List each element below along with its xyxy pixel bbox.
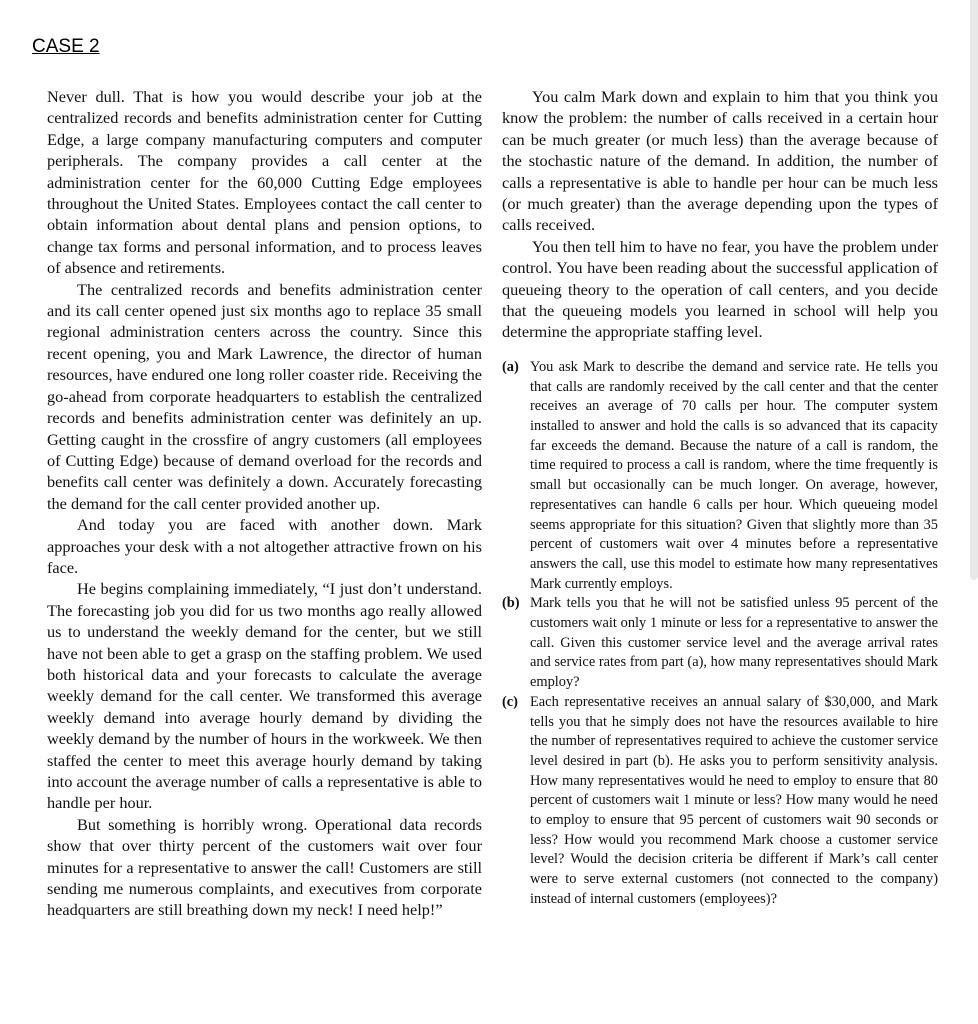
paragraph-queueing-theory: You then tell him to have no fear, you have the problem under control. You have been reading about the successful application of queueing theory to the operation of call centers, and you decide that the queueing models you learned in school will help you determine the appropriate staffing level. [502, 236, 938, 342]
paragraph-something-wrong: But something is horribly wrong. Operational data records show that over thirty percent of the customers wait over four minutes for a representative to answer the call! Customers are still sending me numerous complaints, and executives from corporate headquarters are still breathing down my neck! I need help!” [47, 814, 482, 920]
paragraph-intro: Never dull. That is how you would describe your job at the centralized records and benefits administration center for Cutting Edge, a large company manufacturing computers and computer peripherals. The company provides a call center at the administration center for the 60,000 Cutting Edge employees throughout the United States. Employees contact the call center to obtain information about dental plans and pension options, to change tax forms and personal information, and to process leaves of absence and retirements. [47, 87, 482, 278]
question-list [502, 358, 938, 910]
paragraph-mark-approaches: And today you are faced with another down. Mark approaches your desk with a not altogether attractive frown on his face. [47, 515, 482, 577]
question-text: Each representative receives an annual salary of $30,000, and Mark tells you that he simply does not have the resources available to hire the number of representatives required to achieve the customer service level desired in part (b). He asks you to perform sensitivity analysis. How many representatives would he need to employ to ensure that 80 percent of customers wait 1 minute or less? How many would he need to employ to ensure that 95 percent of customers wait 90 seconds or less? How would you recommend Mark choose a customer service level? Would the decision criteria be different if Mark’s call center were to serve external customers (not connected to the company) instead of internal customers (employees)? [530, 693, 938, 907]
left-column [47, 86, 482, 921]
question-text: Mark tells you that he will not be satisfied unless 95 percent of the customers wait only 1 minute or less for a representative to answer the call. Given this customer service level and the average arrival rates and service rates from part (a), how many representatives should Mark employ? [530, 595, 938, 691]
question-marker: (a) [502, 358, 519, 375]
question-marker: (b) [502, 595, 520, 612]
case-title: CASE 2 [32, 36, 100, 57]
paragraph-mark-complaint: He begins complaining immediately, “I just don’t understand. The forecasting job you did for us two months ago really allowed us to understand the weekly demand for the center, but we still have not been able to get a grasp on the staffing problem. We used both historical data and your forecasts to calculate the average weekly demand for the call center. We transformed this average weekly demand into average hourly demand by dividing the weekly demand by the number of hours in the workweek. We then staffed the center to meet this average hourly demand by taking into account the average number of calls a representative is able to handle per hour. [47, 579, 482, 813]
question-b [502, 594, 938, 693]
paragraph-center-history: The centralized records and benefits administration center and its call center opened just six months ago to replace 35 small regional administration centers across the country. Since this recent opening, you and Mark Lawrence, the director of human resources, have endured one long roller coaster ride. Receiving the go-ahead from corporate headquarters to establish the centralized records and benefits administration center was definitely an up. Getting caught in the crossfire of angry customers (all employees of Cutting Edge) because of demand overload for the records and benefits call center was definitely a down. Accurately forecasting the demand for the call center provided another up. [47, 279, 482, 513]
question-marker: (c) [502, 693, 518, 710]
question-a [502, 358, 938, 594]
question-text: You ask Mark to describe the demand and service rate. He tells you that calls are randomly received by the call center and that the center receives an average of 70 calls per hour. The computer system installed to answer and hold the calls is so advanced that its capacity far exceeds the demand. Because the nature of a call is random, the time required to process a call is random, where the time frequently is small but occasionally can be much longer. On average, however, representatives can handle 6 calls per hour. Which queueing model seems appropriate for this situation? Given that slightly more than 35 percent of customers wait over 4 minutes before a representative answers the call, use this model to estimate how many representatives Mark currently employs. [530, 358, 938, 592]
paragraph-explain-problem: You calm Mark down and explain to him that you think you know the problem: the number of calls received in a certain hour can be much greater (or much less) than the average because of the stochastic nature of the demand. In addition, the number of calls a representative is able to handle per hour can be much less (or much greater) than the average depending upon the types of calls received. [502, 87, 938, 235]
vertical-scrollbar[interactable] [970, 0, 978, 580]
question-c [502, 693, 938, 910]
right-column [502, 86, 938, 910]
